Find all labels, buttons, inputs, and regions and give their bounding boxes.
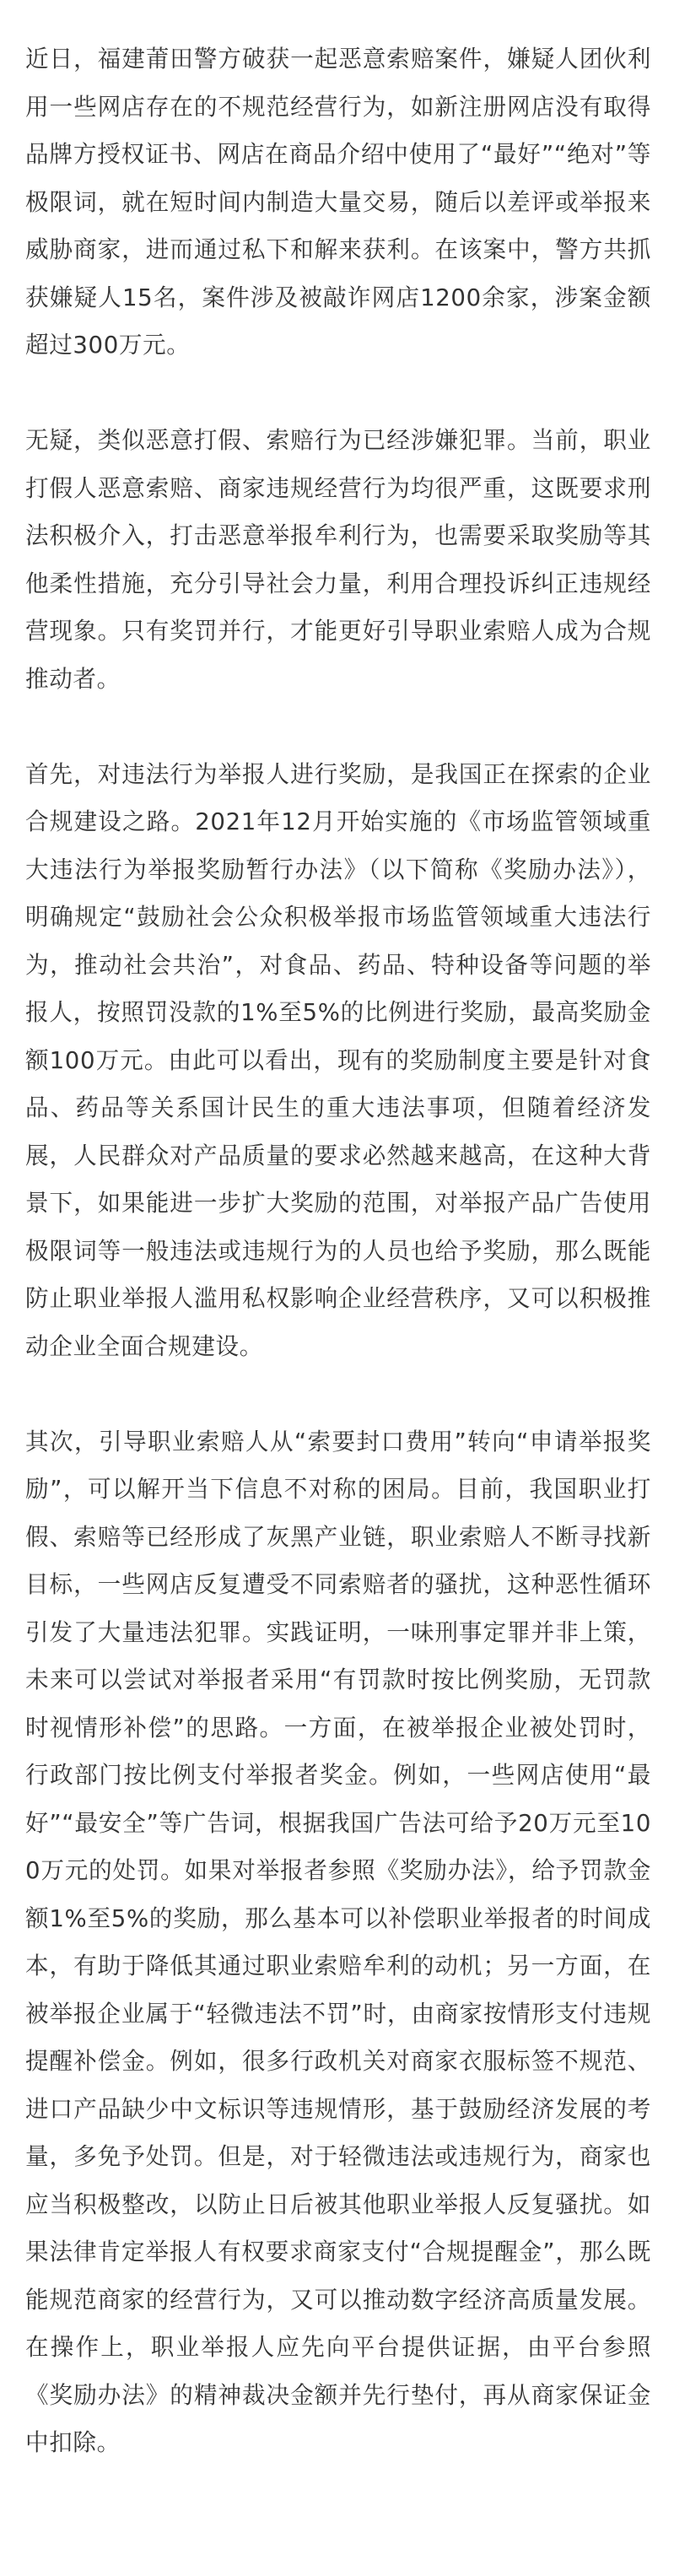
article-body xyxy=(25,35,651,2467)
paragraph-2: 无疑，类似恶意打假、索赔行为已经涉嫌犯罪。当前，职业打假人恶意索赔、商家违规经营行为均很严重，这既要求刑法积极介入，打击恶意举报牟利行为，也需要采取奖励等其他柔性措施，充分引导社会力量，利用合理投诉纠正违规经营现象。只有奖罚并行，才能更好引导职业索赔人成为合规推动者。 xyxy=(25,426,651,693)
paragraph-4: 其次，引导职业索赔人从“索要封口费用”转向“申请举报奖励”，可以解开当下信息不对称的困局。目前，我国职业打假、索赔等已经形成了灰黑产业链，职业索赔人不断寻找新目标，一些网店反复遭受不同索赔者的骚扰，这种恶性循环引发了大量违法犯罪。实践证明，一味刑事定罪并非上策，未来可以尝试对举报者采用“有罚款时按比例奖励，无罚款时视情形补偿”的思路。一方面，在被举报企业被处罚时，行政部门按比例支付举报者奖金。例如，一些网店使用“最好”“最安全”等广告词，根据我国广告法可给予20万元至100万元的处罚。如果对举报者参照《奖励办法》，给予罚款金额1%至5%的奖励，那么基本可以补偿职业举报者的时间成本，有助于降低其通过职业索赔牟利的动机；另一方面，在被举报企业属于“轻微违法不罚”时，由商家按情形支付违规提醒补偿金。例如，很多行政机关对商家衣服标签不规范、进口产品缺少中文标识等违规情形，基于鼓励经济发展的考量，多免予处罚。但是，对于轻微违法或违规行为，商家也应当积极整改，以防止日后被其他职业举报人反复骚扰。如果法律肯定举报人有权要求商家支付“合规提醒金”，那么既能规范商家的经营行为，又可以推动数字经济高质量发展。在操作上，职业举报人应先向平台提供证据，由平台参照《奖励办法》的精神裁决金额并先行垫付，再从商家保证金中扣除。 xyxy=(25,1427,651,2456)
paragraph-1: 近日，福建莆田警方破获一起恶意索赔案件，嫌疑人团伙利用一些网店存在的不规范经营行为，如新注册网店没有取得品牌方授权证书、网店在商品介绍中使用了“最好”“绝对”等极限词，就在短时间内制造大量交易，随后以差评或举报来威胁商家，进而通过私下和解来获利。在该案中，警方共抓获嫌疑人15名，案件涉及被敲诈网店1200余家，涉案金额超过300万元。 xyxy=(25,45,651,359)
paragraph-3: 首先，对违法行为举报人进行奖励，是我国正在探索的企业合规建设之路。2021年12月开始实施的《市场监管领域重大违法行为举报奖励暂行办法》（以下简称《奖励办法》），明确规定“鼓励社会公众积极举报市场监管领域重大违法行为，推动社会共治”，对食品、药品、特种设备等问题的举报人，按照罚没款的1%至5%的比例进行奖励，最高奖励金额100万元。由此可以看出，现有的奖励制度主要是针对食品、药品等关系国计民生的重大违法事项，但随着经济发展，人民群众对产品质量的要求必然越来越高，在这种大背景下，如果能进一步扩大奖励的范围，对举报产品广告使用极限词等一般违法或违规行为的人员也给予奖励，那么既能防止职业举报人滥用私权影响企业经营秩序，又可以积极推动企业全面合规建设。 xyxy=(25,759,651,1360)
